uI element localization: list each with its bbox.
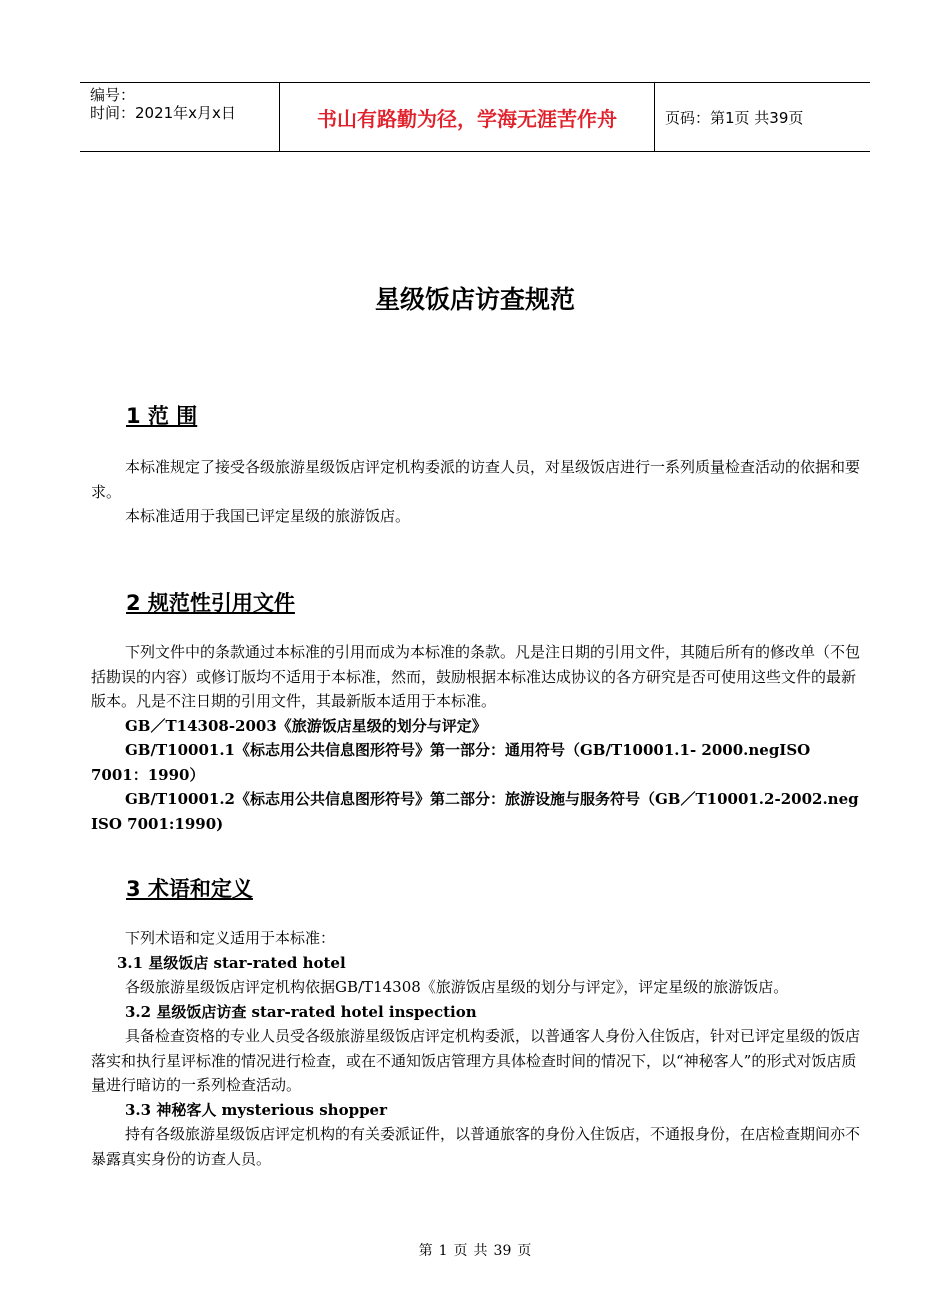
section-2-heading: 2 规范性引用文件 — [126, 591, 295, 615]
reference-item: GB/T10001.1《标志用公共信息图形符号》第一部分：通用符号（GB/T10001.1- 2000.negISO 7001：1990） — [91, 741, 811, 784]
section-3-body — [91, 926, 861, 1171]
paragraph: 下列术语和定义适用于本标准： — [125, 929, 336, 947]
term-definition: 具备检查资格的专业人员受各级旅游星级饭店评定机构委派，以普通客人身份入住饭店，针对已评定星级的饭店落实和执行星评标准的情况进行检查，或在不通知饭店管理方具体检查时间的情况下，以“神秘客人”的形式对饭店质量进行暗访的一系列检查活动。 — [91, 1027, 861, 1094]
section-1-body — [91, 455, 861, 529]
number-label: 编号： — [90, 86, 136, 104]
header-motto: 书山有路勤为径，学海无涯苦作舟 — [280, 83, 655, 151]
paragraph: 本标准规定了接受各级旅游星级饭店评定机构委派的访查人员，对星级饭店进行一系列质量检查活动的依据和要求。 — [91, 458, 861, 501]
footer-ye2: 页 — [517, 1243, 532, 1259]
header-page-info: 页码：第1页 共39页 — [665, 108, 804, 127]
document-title: 星级饭店访查规范 — [374, 285, 575, 314]
paragraph: 下列文件中的条款通过本标准的引用而成为本标准的条款。凡是注日期的引用文件，其随后所有的修改单（不包括勘误的内容）或修订版均不适用于本标准，然而，鼓励根据本标准达成协议的各方研究是否可使用这些文件的最新版本。凡是不注日期的引用文件，其最新版本适用于本标准。 — [91, 643, 861, 710]
reference-item: GB／T14308-2003《旅游饭店星级的划分与评定》 — [125, 716, 487, 735]
term-definition: 持有各级旅游星级饭店评定机构的有关委派证件，以普通旅客的身份入住饭店，不通报身份，在店检查期间亦不暴露真实身份的访查人员。 — [91, 1125, 861, 1168]
term-definition: 各级旅游星级饭店评定机构依据GB/T14308《旅游饭店星级的划分与评定》，评定星级的旅游饭店。 — [125, 978, 789, 996]
term-heading: 3.2 星级饭店访查 star-rated hotel inspection — [125, 1002, 477, 1021]
footer-ye: 页 — [453, 1243, 468, 1259]
section-1-heading: 1 范 围 — [126, 404, 198, 428]
section-2-body — [91, 640, 861, 836]
reference-item: GB/T10001.2《标志用公共信息图形符号》第二部分：旅游设施与服务符号（GB／T10001.2-2002.neg ISO 7001:1990) — [91, 790, 859, 833]
term-heading: 3.3 神秘客人 mysterious shopper — [125, 1100, 388, 1119]
footer-di: 第 — [418, 1243, 433, 1259]
time-label: 时间：2021年x月x日 — [90, 104, 236, 122]
page-footer — [0, 1240, 950, 1260]
page-header — [80, 82, 870, 152]
paragraph: 本标准适用于我国已评定星级的旅游饭店。 — [125, 507, 411, 525]
footer-gong: 共 — [473, 1243, 488, 1259]
footer-page-number: 1 — [438, 1243, 448, 1259]
term-heading: 3.1 星级饭店 star-rated hotel — [117, 953, 346, 972]
section-3-heading: 3 术语和定义 — [126, 877, 253, 901]
footer-total-pages: 39 — [493, 1243, 512, 1259]
header-meta — [80, 83, 280, 151]
